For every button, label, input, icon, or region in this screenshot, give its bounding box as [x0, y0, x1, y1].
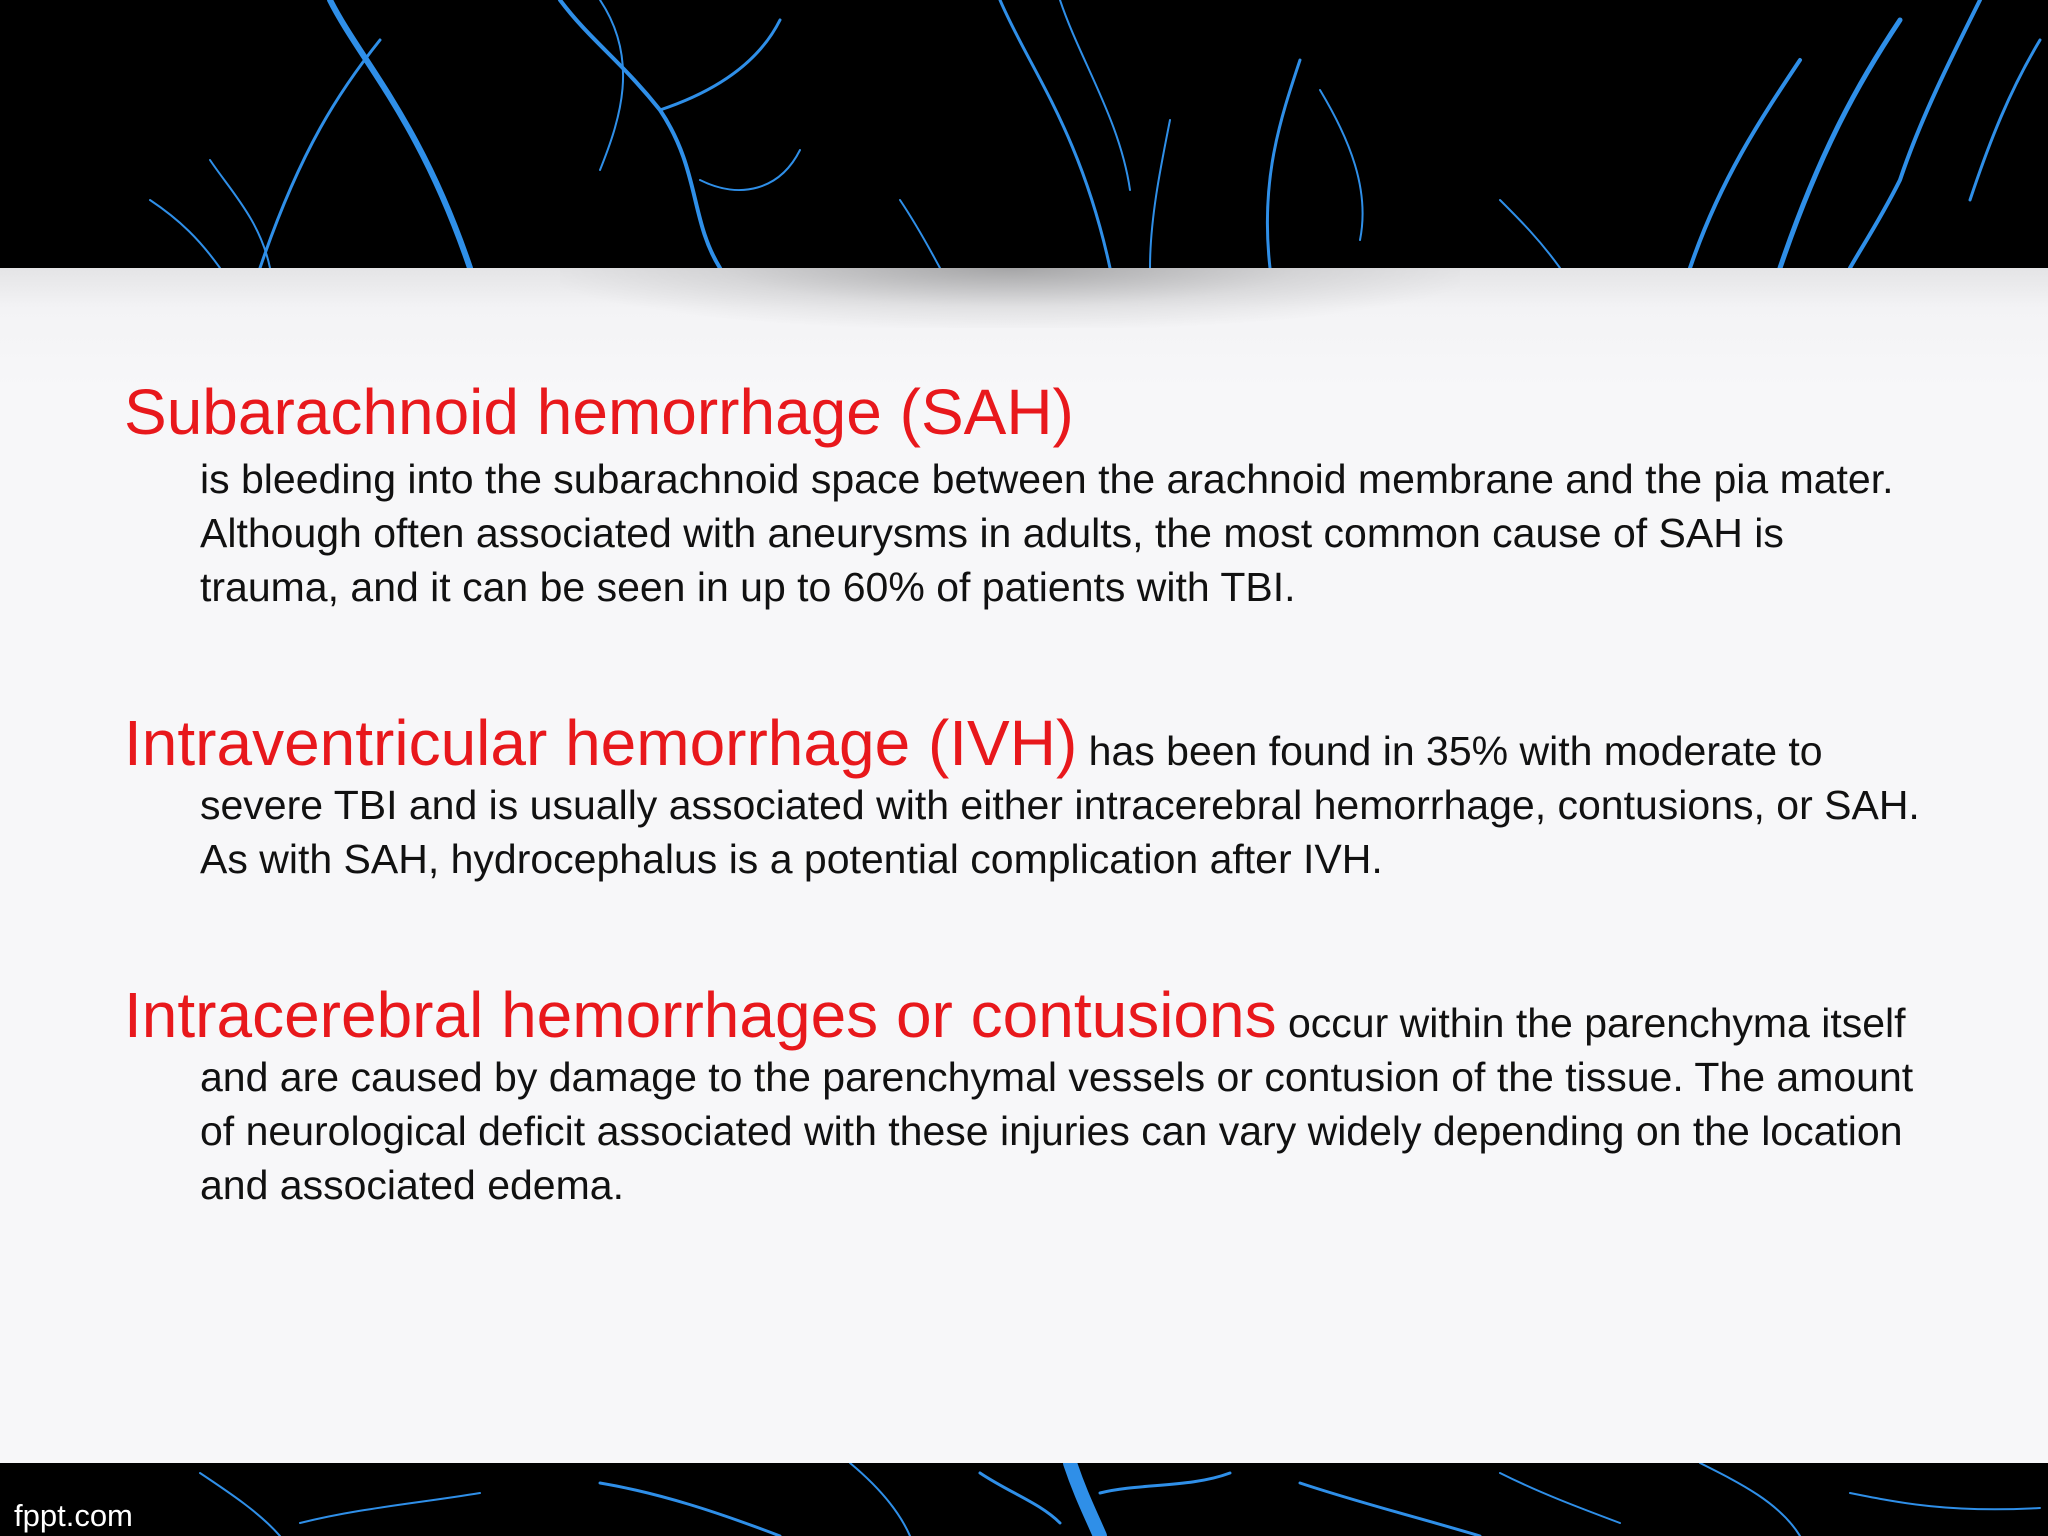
slide-text-area — [124, 372, 1924, 1212]
fppt-watermark: fppt.com — [14, 1498, 133, 1533]
sah-body: is bleeding into the subarachnoid space between the arachnoid membrane and the pia mater. Although often associated with aneurysms in adults, the most common cause of SAH is trauma, and it can be seen in up to 60% of patients with TBI. — [200, 456, 1894, 610]
ivh-paragraph — [124, 707, 1924, 886]
ich-paragraph — [124, 979, 1924, 1212]
ich-body: occur within the parenchyma itself and are caused by damage to the parenchymal vessels or contusion of the tissue. The amount of neurological deficit associated with these injuries can vary widely depending on the location and associated edema. — [200, 1000, 1914, 1208]
blood-vessels-graphic — [0, 1463, 2048, 1536]
ich-heading: Intracerebral hemorrhages or contusions — [124, 979, 1277, 1051]
blood-vessels-graphic — [0, 0, 2048, 268]
sah-heading: Subarachnoid hemorrhage (SAH) — [124, 376, 1074, 448]
bottom-vessel-banner — [0, 1463, 2048, 1536]
ivh-body: has been found in 35% with moderate to severe TBI and is usually associated with either intracerebral hemorrhage, contusions, or SAH. As with SAH, hydrocephalus is a potential complication after IVH. — [200, 728, 1920, 882]
sah-paragraph — [124, 372, 1924, 614]
panel-shadow — [560, 268, 1460, 328]
ivh-heading: Intraventricular hemorrhage (IVH) — [124, 707, 1078, 779]
top-vessel-banner — [0, 0, 2048, 268]
